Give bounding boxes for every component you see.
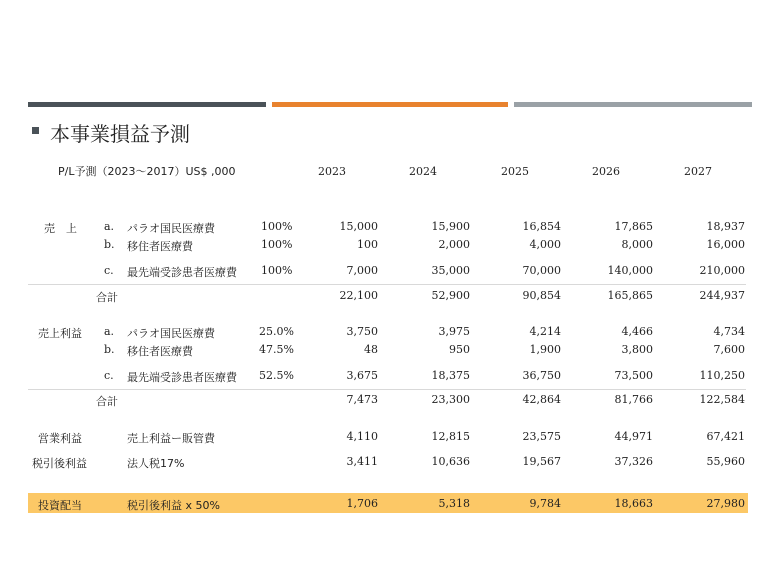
- row-name: 最先端受診患者医療費: [127, 371, 237, 384]
- row-desc: 売上利益ー販管費: [127, 432, 215, 445]
- cell-value: 15,000: [339, 220, 378, 233]
- cell-value: 4,466: [621, 325, 653, 338]
- cell-value: 67,421: [706, 430, 745, 443]
- cell-value: 48: [364, 343, 378, 356]
- row-desc: 税引後利益 x 50%: [127, 499, 220, 512]
- cell-value: 18,375: [431, 369, 470, 382]
- total-value: 7,473: [346, 393, 378, 406]
- year-header: 2023: [318, 165, 346, 178]
- cell-value: 16,854: [522, 220, 561, 233]
- year-header: 2026: [592, 165, 620, 178]
- total-value: 122,584: [699, 393, 745, 406]
- cell-value: 950: [449, 343, 470, 356]
- cell-value: 1,900: [529, 343, 561, 356]
- cell-value: 4,000: [529, 238, 561, 251]
- row-letter: c.: [104, 369, 114, 382]
- cell-value: 37,326: [614, 455, 653, 468]
- year-header: 2024: [409, 165, 437, 178]
- cell-value: 4,214: [529, 325, 561, 338]
- cell-value: 100: [357, 238, 378, 251]
- row-name: 移住者医療費: [127, 345, 193, 358]
- cell-value: 44,971: [614, 430, 653, 443]
- divider: [28, 284, 746, 285]
- total-value: 165,865: [607, 289, 653, 302]
- cell-value: 3,411: [346, 455, 378, 468]
- cell-value: 27,980: [706, 497, 745, 510]
- total-value: 22,100: [339, 289, 378, 302]
- cell-value: 110,250: [699, 369, 745, 382]
- cell-value: 10,636: [431, 455, 470, 468]
- cell-value: 140,000: [607, 264, 653, 277]
- cell-value: 17,865: [614, 220, 653, 233]
- section-label-operating: 営業利益: [38, 432, 82, 445]
- row-pct: 52.5%: [259, 369, 294, 382]
- cell-value: 3,750: [346, 325, 378, 338]
- cell-value: 19,567: [522, 455, 561, 468]
- cell-value: 35,000: [431, 264, 470, 277]
- row-name: パラオ国民医療費: [127, 327, 215, 340]
- section-label-net: 税引後利益: [32, 457, 87, 470]
- cell-value: 73,500: [614, 369, 653, 382]
- cell-value: 3,675: [346, 369, 378, 382]
- cell-value: 70,000: [522, 264, 561, 277]
- cell-value: 15,900: [431, 220, 470, 233]
- cell-value: 8,000: [621, 238, 653, 251]
- total-value: 90,854: [522, 289, 561, 302]
- total-value: 52,900: [431, 289, 470, 302]
- total-label: 合計: [96, 291, 118, 304]
- row-name: 最先端受診患者医療費: [127, 266, 237, 279]
- cell-value: 1,706: [346, 497, 378, 510]
- header-bar-dark: [28, 102, 266, 107]
- total-value: 23,300: [431, 393, 470, 406]
- section-label-dividend: 投資配当: [38, 499, 82, 512]
- row-name: パラオ国民医療費: [127, 222, 215, 235]
- row-letter: a.: [104, 220, 115, 233]
- section-label-gross: 売上利益: [38, 327, 82, 340]
- row-letter: b.: [104, 343, 115, 356]
- row-name: 移住者医療費: [127, 240, 193, 253]
- row-pct: 100%: [261, 220, 293, 233]
- total-label: 合計: [96, 395, 118, 408]
- cell-value: 36,750: [522, 369, 561, 382]
- cell-value: 3,975: [438, 325, 470, 338]
- section-label-sales: 売 上: [44, 222, 77, 235]
- total-value: 42,864: [522, 393, 561, 406]
- total-value: 244,937: [699, 289, 745, 302]
- row-letter: a.: [104, 325, 115, 338]
- cell-value: 7,000: [346, 264, 378, 277]
- cell-value: 16,000: [706, 238, 745, 251]
- cell-value: 210,000: [699, 264, 745, 277]
- row-desc: 法人税17%: [127, 457, 185, 470]
- cell-value: 3,800: [621, 343, 653, 356]
- cell-value: 18,663: [614, 497, 653, 510]
- cell-value: 55,960: [706, 455, 745, 468]
- cell-value: 9,784: [529, 497, 561, 510]
- header-bar-gray: [514, 102, 752, 107]
- cell-value: 4,734: [713, 325, 745, 338]
- table-subtitle: P/L予測（2023〜2017）US$ ,000: [58, 165, 236, 178]
- row-pct: 25.0%: [259, 325, 294, 338]
- divider: [28, 389, 746, 390]
- cell-value: 18,937: [706, 220, 745, 233]
- cell-value: 7,600: [713, 343, 745, 356]
- row-letter: b.: [104, 238, 115, 251]
- row-pct: 47.5%: [259, 343, 294, 356]
- cell-value: 2,000: [438, 238, 470, 251]
- row-pct: 100%: [261, 264, 293, 277]
- cell-value: 12,815: [431, 430, 470, 443]
- year-header: 2027: [684, 165, 712, 178]
- row-letter: c.: [104, 264, 114, 277]
- cell-value: 5,318: [438, 497, 470, 510]
- header-bar-orange: [272, 102, 508, 107]
- row-pct: 100%: [261, 238, 293, 251]
- total-value: 81,766: [614, 393, 653, 406]
- cell-value: 23,575: [522, 430, 561, 443]
- cell-value: 4,110: [346, 430, 378, 443]
- page-title: 本事業損益予測: [50, 122, 190, 146]
- year-header: 2025: [501, 165, 529, 178]
- bullet-icon: [32, 127, 39, 134]
